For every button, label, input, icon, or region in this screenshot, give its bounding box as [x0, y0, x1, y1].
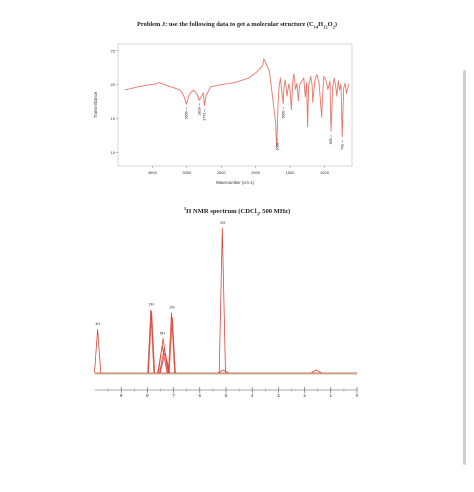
ir-peak-label-4: 1600	[281, 110, 286, 119]
nmr-x-tick-label-4: 5	[224, 393, 228, 398]
ir-y-tick-label-0: 10	[110, 149, 115, 155]
nmr-x-tick-label-7: 2	[303, 393, 306, 398]
ir-x-tick-label-5: 1000	[320, 170, 329, 175]
ir-y-tick-label-3: 25	[110, 48, 115, 54]
nmr-integration-label-2: 5H	[159, 330, 165, 336]
ir-peak-label-1: 2820	[197, 107, 202, 116]
scrollbar[interactable]	[463, 70, 466, 465]
nmr-x-tick-label-5: 4	[250, 393, 254, 398]
nmr-integration-label-0: 1H	[95, 321, 101, 327]
nmr-peak-10	[218, 370, 229, 373]
nmr-x-tick-label-2: 7	[172, 393, 175, 398]
nmr-x-tick-label-6: 3	[277, 393, 280, 398]
ir-x-tick-label-0: 3500	[147, 170, 157, 175]
ir-peak-label-0: 3006	[184, 111, 189, 120]
nmr-peak-9	[219, 228, 225, 373]
ir-y-tick-label-2: 20	[110, 82, 115, 88]
nmr-title-text: $^1$H NMR spectrum (CDCl$_3$, 500 MHz)	[183, 206, 291, 217]
ir-x-axis-label: Wavenumber (cm-1)	[215, 180, 255, 185]
nmr-peak-11	[311, 370, 322, 373]
problem-title-text: Problem J: use the following data to get a molecular structure $(C_{14}H_{12}O_2)$	[137, 21, 337, 30]
nmr-x-tick-label-3: 6	[198, 393, 202, 398]
ir-peak-label-2: 2743	[202, 112, 207, 121]
ir-peak-label-5: 905	[329, 138, 334, 145]
nmr-x-tick-label-0: 9	[119, 393, 123, 398]
ir-y-axis-label: Transmittance	[93, 91, 98, 119]
nmr-integration-label-1: 2H	[148, 301, 154, 307]
ir-y-tick-label-1: 15	[110, 116, 115, 122]
ir-x-tick-label-2: 2500	[216, 170, 226, 175]
ir-x-tick-label-4: 1500	[285, 170, 295, 175]
ir-peak-label-6: 742	[340, 143, 345, 150]
nmr-integration-label-4: 2H	[220, 220, 226, 226]
nmr-peak-0	[95, 329, 101, 373]
nmr-x-tick-label-9: 0	[355, 393, 359, 398]
ir-peak-label-3: 1688	[275, 142, 280, 151]
nmr-x-tick-label-8: 1	[329, 393, 333, 398]
nmr-x-tick-label-1: 8	[146, 393, 149, 398]
nmr-integration-label-3: 2H	[169, 304, 175, 310]
ir-x-tick-label-1: 3000	[182, 170, 192, 175]
ir-x-tick-label-3: 2000	[251, 170, 261, 175]
